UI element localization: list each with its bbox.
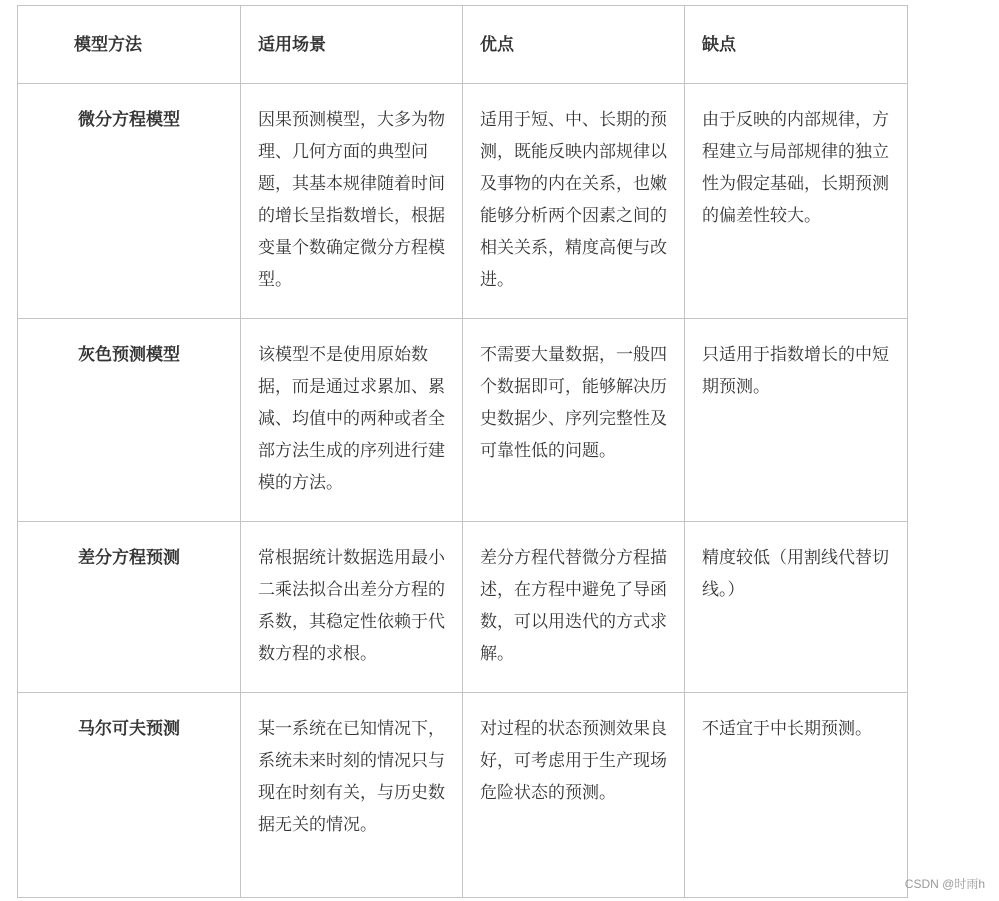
- pros-text: 对过程的状态预测效果良好，可考虑用于生产现场危险状态的预测。: [480, 719, 667, 803]
- cons-text: 不适宜于中长期预测。: [702, 719, 872, 739]
- header-label: 优点: [480, 34, 514, 55]
- header-pros: [463, 6, 685, 84]
- model-name: 灰色预测模型: [78, 345, 180, 365]
- header-label: 模型方法: [74, 34, 142, 55]
- cell-scenario: [241, 522, 463, 693]
- header-label: 缺点: [702, 34, 736, 55]
- scenario-text: 常根据统计数据选用最小二乘法拟合出差分方程的系数，其稳定性依赖于代数方程的求根。: [258, 548, 445, 664]
- cell-cons: [685, 693, 908, 898]
- cell-cons: [685, 84, 908, 319]
- header-model-method: [18, 6, 241, 84]
- table-row: [18, 693, 908, 898]
- cell-model: [18, 522, 241, 693]
- cell-cons: [685, 319, 908, 522]
- cons-text: 精度较低（用割线代替切线。）: [702, 548, 889, 600]
- header-label: 适用场景: [258, 34, 326, 55]
- cell-pros: [463, 319, 685, 522]
- cell-pros: [463, 84, 685, 319]
- model-name: 差分方程预测: [78, 548, 180, 568]
- cell-pros: [463, 693, 685, 898]
- scenario-text: 因果预测模型，大多为物理、几何方面的典型问题，其基本规律随着时间的增长呈指数增长，根据变量个数确定微分方程模型。: [258, 110, 445, 290]
- header-scenario: [241, 6, 463, 84]
- table-header-row: [18, 6, 908, 84]
- cell-scenario: [241, 319, 463, 522]
- cell-cons: [685, 522, 908, 693]
- cons-text: 由于反映的内部规律，方程建立与局部规律的独立性为假定基础，长期预测的偏差性较大。: [702, 110, 889, 226]
- cell-model: [18, 319, 241, 522]
- cell-scenario: [241, 84, 463, 319]
- header-cons: [685, 6, 908, 84]
- cell-model: [18, 693, 241, 898]
- table-row: [18, 319, 908, 522]
- model-name: 微分方程模型: [78, 110, 180, 130]
- table-row: [18, 84, 908, 319]
- pros-text: 适用于短、中、长期的预测，既能反映内部规律以及事物的内在关系，也嫩能够分析两个因素之间的相关关系，精度高便与改进。: [480, 110, 667, 290]
- cell-model: [18, 84, 241, 319]
- watermark: CSDN @时雨h: [904, 877, 985, 891]
- pros-text: 差分方程代替微分方程描述，在方程中避免了导函数，可以用迭代的方式求解。: [480, 548, 667, 664]
- cell-pros: [463, 522, 685, 693]
- table-row: [18, 522, 908, 693]
- scenario-text: 该模型不是使用原始数据，而是通过求累加、累减、均值中的两种或者全部方法生成的序列进行建模的方法。: [258, 345, 445, 493]
- pros-text: 不需要大量数据，一般四个数据即可，能够解决历史数据少、序列完整性及可靠性低的问题。: [480, 345, 667, 461]
- cons-text: 只适用于指数增长的中短期预测。: [702, 345, 889, 397]
- scenario-text: 某一系统在已知情况下，系统未来时刻的情况只与现在时刻有关，与历史数据无关的情况。: [258, 719, 445, 835]
- model-name: 马尔可夫预测: [78, 719, 180, 739]
- comparison-table: [17, 5, 908, 898]
- cell-scenario: [241, 693, 463, 898]
